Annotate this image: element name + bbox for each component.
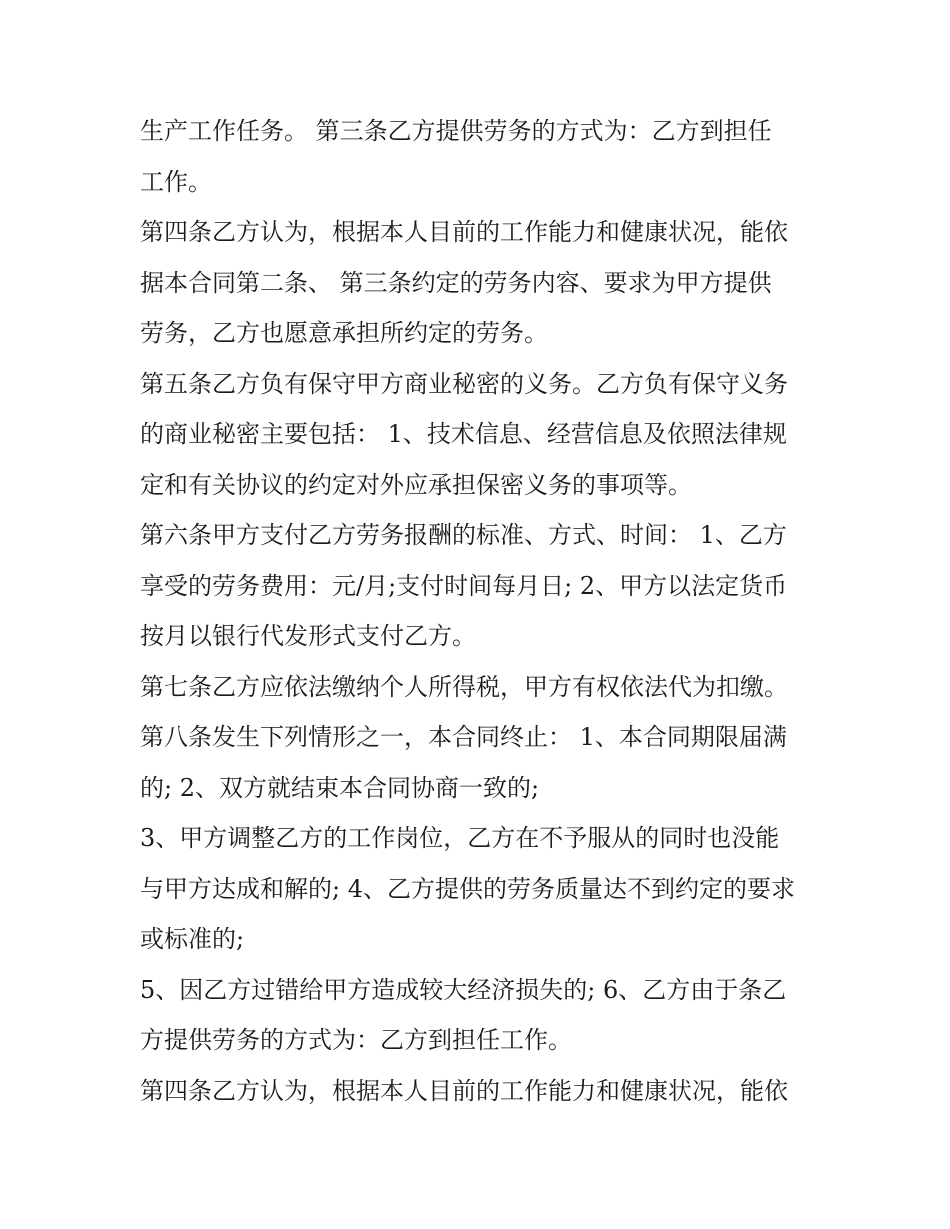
text-line: 享受的劳务费用：元/月;支付时间每月日; 2、甲方以法定货币 [140, 571, 788, 600]
text-line: 第七条乙方应依法缴纳个人所得税，甲方有权依法代为扣缴。 [140, 672, 788, 701]
text-line: 方提供劳务的方式为：乙方到担任工作。 [140, 1026, 572, 1054]
text-line: 第五条乙方负有保守甲方商业秘密的义务。乙方负有保守义务 [140, 369, 788, 398]
text-line: 第六条甲方支付乙方劳务报酬的标准、方式、时间： 1、乙方 [140, 521, 787, 549]
text-line: 与甲方达成和解的; 4、乙方提供的劳务质量达不到约定的要求 [140, 874, 795, 903]
text-line: 第四条乙方认为，根据本人目前的工作能力和健康状况，能依 [140, 218, 788, 246]
text-line: 生产工作任务。 第三条乙方提供劳务的方式为：乙方到担任 [140, 117, 772, 145]
text-line: 的商业秘密主要包括： 1、技术信息、经营信息及依照法律规 [140, 420, 787, 448]
text-line: 5、因乙方过错给甲方造成较大经济损失的; 6、乙方由于条乙 [140, 975, 787, 1004]
text-line: 第四条乙方认为，根据本人目前的工作能力和健康状况，能依 [140, 1076, 788, 1105]
text-line: 或标准的; [140, 925, 245, 953]
text-line: 的; 2、双方就结束本合同协商一致的; [140, 773, 540, 802]
text-line: 定和有关协议的约定对外应承担保密义务的事项等。 [140, 470, 692, 499]
text-line: 工作。 [140, 167, 212, 196]
text-line: 按月以银行代发形式支付乙方。 [140, 622, 476, 650]
text-line: 第八条发生下列情形之一，本合同终止： 1、本合同期限届满 [140, 723, 787, 751]
text-line: 3、甲方调整乙方的工作岗位，乙方在不予服从的同时也没能 [140, 824, 780, 852]
text-line: 劳务，乙方也愿意承担所约定的劳务。 [140, 319, 548, 347]
text-line: 据本合同第二条、 第三条约定的劳务内容、要求为甲方提供 [140, 268, 772, 297]
contract-body-text [140, 106, 820, 1116]
